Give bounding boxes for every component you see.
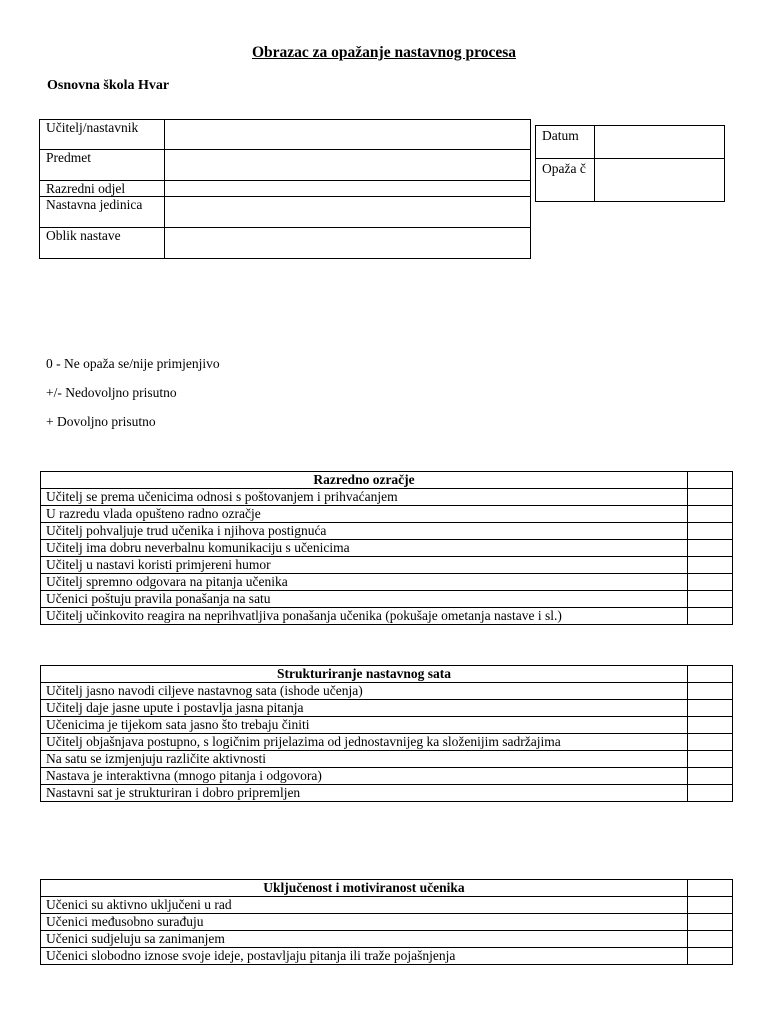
criterion-label: Učitelj u nastavi koristi primjereni humor: [41, 557, 688, 574]
rating-cell[interactable]: [688, 897, 733, 914]
rating-cell[interactable]: [688, 914, 733, 931]
criterion-label: Učitelj ima dobru neverbalnu komunikaciju s učenicima: [41, 540, 688, 557]
criterion-label: Nastavni sat je strukturiran i dobro pripremljen: [41, 785, 688, 802]
legend-insufficient: +/- Nedovoljno prisutno: [46, 385, 177, 400]
criterion-label: Učenici sudjeluju sa zanimanjem: [41, 931, 688, 948]
rating-cell[interactable]: [688, 523, 733, 540]
section-table-engagement: [40, 879, 733, 965]
info-label-form: Oblik nastave: [40, 228, 165, 259]
criterion-label: Učenici poštuju pravila ponašanja na satu: [41, 591, 688, 608]
criterion-label: Nastava je interaktivna (mnogo pitanja i odgovora): [41, 768, 688, 785]
criterion-label: Učitelj pohvaljuje trud učenika i njihova postignuća: [41, 523, 688, 540]
info-label-subject: Predmet: [40, 150, 165, 181]
page-title: Obrazac za opažanje nastavnog procesa: [251, 44, 517, 61]
criterion-label: Na satu se izmjenjuju različite aktivnosti: [41, 751, 688, 768]
criterion-label: Učitelj spremno odgovara na pitanja učenika: [41, 574, 688, 591]
rating-cell[interactable]: [688, 472, 733, 489]
rating-cell[interactable]: [688, 557, 733, 574]
criterion-label: Učenicima je tijekom sata jasno što trebaju činiti: [41, 717, 688, 734]
side-label-observer: Opaža č: [536, 159, 595, 202]
rating-cell[interactable]: [688, 608, 733, 625]
info-label-class: Razredni odjel: [40, 181, 165, 197]
side-field-date[interactable]: [595, 126, 725, 159]
criterion-label: Učenici međusobno surađuju: [41, 914, 688, 931]
info-label-teacher: Učitelj/nastavnik: [40, 120, 165, 150]
section-table-structure: [40, 665, 733, 802]
criterion-label: Učitelj daje jasne upute i postavlja jasna pitanja: [41, 700, 688, 717]
rating-cell[interactable]: [688, 785, 733, 802]
section-title: Strukturiranje nastavnog sata: [41, 666, 688, 683]
info-label-unit: Nastavna jedinica: [40, 197, 165, 228]
criterion-label: Učenici su aktivno uključeni u rad: [41, 897, 688, 914]
criterion-label: U razredu vlada opušteno radno ozračje: [41, 506, 688, 523]
rating-cell[interactable]: [688, 506, 733, 523]
side-field-observer[interactable]: [595, 159, 725, 202]
info-field-teacher[interactable]: [165, 120, 531, 150]
rating-cell[interactable]: [688, 768, 733, 785]
rating-cell[interactable]: [688, 666, 733, 683]
legend-zero: 0 - Ne opaža se/nije primjenjivo: [46, 356, 220, 371]
rating-cell[interactable]: [688, 683, 733, 700]
rating-cell[interactable]: [688, 734, 733, 751]
rating-cell[interactable]: [688, 948, 733, 965]
info-field-form[interactable]: [165, 228, 531, 259]
info-table: [39, 119, 531, 259]
section-title: Razredno ozračje: [41, 472, 688, 489]
criterion-label: Učitelj se prema učenicima odnosi s poštovanjem i prihvaćanjem: [41, 489, 688, 506]
date-observer-table: [535, 125, 725, 202]
info-field-subject[interactable]: [165, 150, 531, 181]
rating-cell[interactable]: [688, 591, 733, 608]
rating-cell[interactable]: [688, 880, 733, 897]
legend-sufficient: + Dovoljno prisutno: [46, 414, 156, 429]
criterion-label: Učenici slobodno iznose svoje ideje, postavljaju pitanja ili traže pojašnjenja: [41, 948, 688, 965]
criterion-label: Učitelj jasno navodi ciljeve nastavnog sata (ishode učenja): [41, 683, 688, 700]
rating-cell[interactable]: [688, 751, 733, 768]
rating-cell[interactable]: [688, 489, 733, 506]
rating-cell[interactable]: [688, 540, 733, 557]
section-table-climate: [40, 471, 733, 625]
criterion-label: Učitelj učinkovito reagira na neprihvatljiva ponašanja učenika (pokušaje ometanja nastave i sl.): [41, 608, 688, 625]
info-field-class[interactable]: [165, 181, 531, 197]
side-label-date: Datum: [536, 126, 595, 159]
rating-cell[interactable]: [688, 574, 733, 591]
section-title: Uključenost i motiviranost učenika: [41, 880, 688, 897]
rating-cell[interactable]: [688, 931, 733, 948]
criterion-label: Učitelj objašnjava postupno, s logičnim prijelazima od jednostavnijeg ka složenijim sadržajima: [41, 734, 688, 751]
school-name: Osnovna škola Hvar: [47, 78, 170, 93]
info-field-unit[interactable]: [165, 197, 531, 228]
rating-cell[interactable]: [688, 700, 733, 717]
rating-cell[interactable]: [688, 717, 733, 734]
